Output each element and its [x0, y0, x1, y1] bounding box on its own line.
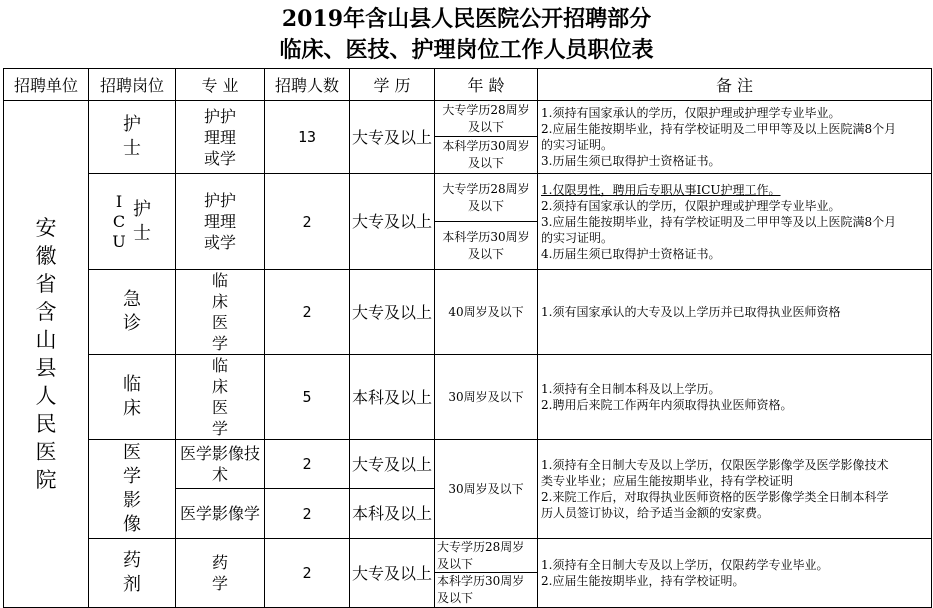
major-icu: 护护理理或学 — [176, 174, 265, 270]
major-clinical: 临床医学 — [176, 355, 265, 440]
recruiting-unit: 安徽省含山县人民医院 — [4, 101, 89, 608]
major-imaging: 医学影像学 — [176, 489, 265, 539]
edu-pharmacy: 大专及以上 — [350, 539, 435, 608]
major-emergency: 临床医学 — [176, 270, 265, 355]
age-icu: 大专学历28周岁及以下 本科学历30周岁及以下 — [435, 174, 538, 270]
edu-emergency: 大专及以上 — [350, 270, 435, 355]
edu-imaging: 本科及以上 — [350, 489, 435, 539]
post-clinical: 临床 — [89, 355, 176, 440]
header-remark: 备 注 — [538, 69, 932, 101]
header-row — [4, 69, 932, 101]
table-row — [4, 539, 932, 608]
remark-emergency: 1.须有国家承认的大专及以上学历并已取得执业医师资格 — [538, 270, 932, 355]
count-imaging: 2 — [265, 489, 350, 539]
header-unit: 招聘单位 — [4, 69, 89, 101]
count-imaging-tech: 2 — [265, 440, 350, 489]
post-imaging: 医学影像 — [89, 440, 176, 539]
remark-nurse: 1.须持有国家承认的学历，仅限护理或护理学专业毕业。 2.应届生能按期毕业，持有学校证明及二甲甲等及以上医院满8个月 的实习证明。 3.历届生须已取得护士资格证书。 — [538, 101, 932, 174]
age-emergency: 40周岁及以下 — [435, 270, 538, 355]
age-nurse: 大专学历28周岁及以下 本科学历30周岁及以下 — [435, 101, 538, 174]
page-title-line1: 2019年含山县人民医院公开招聘部分 — [281, 6, 652, 32]
age-imaging: 30周岁及以下 — [435, 440, 538, 539]
page-title-line2: 临床、医技、护理岗位工作人员职位表 — [279, 37, 654, 63]
post-icu-nurse: ICU 护士 — [89, 174, 176, 270]
major-pharmacy: 药学 — [176, 539, 265, 608]
table-row — [4, 174, 932, 270]
header-count: 招聘人数 — [265, 69, 350, 101]
major-imaging-tech: 医学影像技术 — [176, 440, 265, 489]
remark-imaging: 1.须持有全日制大专及以上学历，仅限医学影像学及医学影像技术 类专业毕业；应届生能按期毕业，持有学校证明 2.来院工作后，对取得执业医师资格的医学影像学类全日制本科学 历人员签订协议，给予适当金额的安家费。 — [538, 440, 932, 539]
header-age: 年 龄 — [435, 69, 538, 101]
count-nurse: 13 — [265, 101, 350, 174]
count-icu: 2 — [265, 174, 350, 270]
count-pharmacy: 2 — [265, 539, 350, 608]
count-clinical: 5 — [265, 355, 350, 440]
remark-pharmacy: 1.须持有全日制大专及以上学历，仅限药学专业毕业。 2.应届生能按期毕业，持有学校证明。 — [538, 539, 932, 608]
table-row — [4, 101, 932, 174]
edu-icu: 大专及以上 — [350, 174, 435, 270]
age-clinical: 30周岁及以下 — [435, 355, 538, 440]
table-row — [4, 440, 932, 489]
table-row — [4, 270, 932, 355]
remark-clinical: 1.须持有全日制本科及以上学历。 2.聘用后来院工作两年内须取得执业医师资格。 — [538, 355, 932, 440]
table-row — [4, 355, 932, 440]
count-emergency: 2 — [265, 270, 350, 355]
edu-nurse: 大专及以上 — [350, 101, 435, 174]
remark-icu: 1.仅限男性，聘用后专职从事ICU护理工作。 2.须持有国家承认的学历，仅限护理或护理学专业毕业。 3.应届生能按期毕业，持有学校证明及二甲甲等及以上医院满8个月 的实习证明。 4.历届生须已取得护士资格证书。 — [538, 174, 932, 270]
positions-table — [3, 68, 932, 608]
post-pharmacy: 药剂 — [89, 539, 176, 608]
edu-imaging-tech: 大专及以上 — [350, 440, 435, 489]
major-nurse: 护护理理或学 — [176, 101, 265, 174]
header-education: 学 历 — [350, 69, 435, 101]
age-pharmacy: 大专学历28周岁及以下 本科学历30周岁及以下 — [435, 539, 538, 608]
post-emergency: 急诊 — [89, 270, 176, 355]
edu-clinical: 本科及以上 — [350, 355, 435, 440]
header-major: 专 业 — [176, 69, 265, 101]
post-nurse: 护士 — [89, 101, 176, 174]
header-post: 招聘岗位 — [89, 69, 176, 101]
